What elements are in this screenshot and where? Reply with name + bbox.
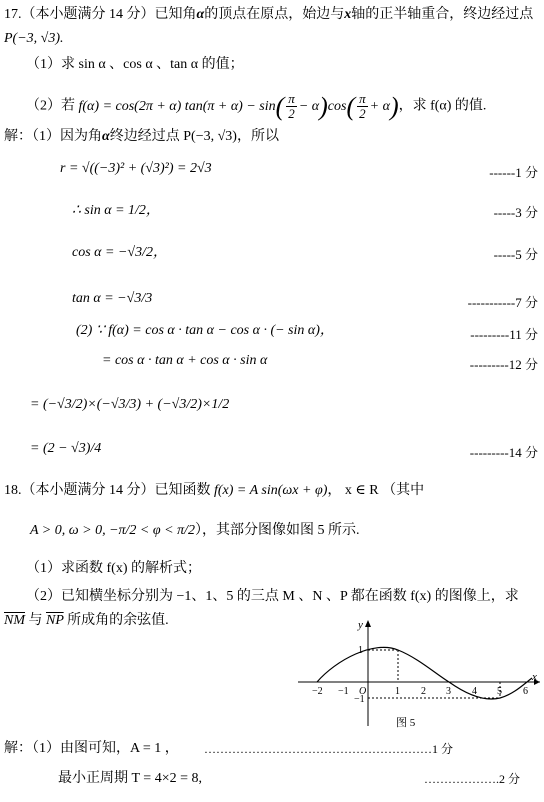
solution-18-dots-1: …………………………………………………1 分: [204, 742, 454, 756]
problem-17-point: P(−3, √3).: [4, 31, 64, 46]
x-tick-3: 3: [446, 686, 451, 697]
tan-equation: tan α = −√3/3: [72, 291, 153, 306]
score-14: ---------14 分: [469, 445, 538, 460]
y-label: y: [358, 619, 363, 631]
product-equation: = (−√3/2)×(−√3/3) + (−√3/2)×1/2: [30, 397, 230, 412]
solution-18-dots-2: ……………….2 分: [424, 772, 521, 786]
q2-expression: f(α) = cos(2π + α) tan(π + α) − sin( $\frac{\pi}{2}$ − α)cos( $\frac{\pi}{2}$ + α): [78, 91, 399, 121]
problem-18-conditions: A > 0, ω > 0, −π/2 < φ < π/2），其部分图像如图 5 所示.: [30, 523, 360, 538]
problem-17-question-1: （1）求 sin α 、cos α 、tan α 的值；: [26, 57, 244, 72]
score-1: ------1 分: [489, 165, 538, 180]
cos-equation: cos α = −√3/2，: [72, 245, 167, 260]
sine-graph: [296, 618, 544, 730]
x-tick-5: 5: [497, 686, 502, 697]
x-label: x: [532, 671, 537, 683]
r-equation: r = √((−3)² + (√3)²) = 2√3: [60, 161, 212, 176]
x-tick-neg2: −2: [312, 686, 323, 697]
problem-18-header: 18.（本小题满分 14 分）已知函数 f(x) = A sin(ωx + φ)， x ∈ R （其中: [4, 483, 425, 498]
y-tick-1: 1: [358, 645, 363, 656]
figure-caption: 图 5: [396, 717, 416, 729]
score-3: -----3 分: [493, 205, 538, 220]
problem-17-header: 17.（本小题满分 14 分）已知角α的顶点在原点，始边与x轴的正半轴重合，终边经过点: [4, 7, 534, 22]
problem-17-question-2: （2）若 f(α) = cos(2π + α) tan(π + α) − sin( $\frac{\pi}{2}$ − α)cos( $\frac{\pi}{2}$ + α)，求 f(α) 的值.: [26, 91, 487, 121]
score-11: ---------11 分: [470, 327, 538, 342]
x-tick-6: 6: [523, 686, 528, 697]
x-tick-1: 1: [395, 686, 400, 697]
solution-17-header: 解：（1）因为角α终边经过点 P(−3, √3)，所以: [4, 129, 279, 144]
score-12: ---------12 分: [469, 357, 538, 372]
score-5: -----5 分: [493, 247, 538, 262]
score-7: -----------7 分: [467, 295, 538, 310]
y-tick-neg1: −1: [354, 694, 365, 705]
problem-18-question-2b: $\overline{NM}$ 与 $\overline{NP}$ 所成角的余弦值.: [4, 613, 169, 628]
problem-18-question-1: （1）求函数 f(x) 的解析式；: [26, 561, 201, 576]
solution-18-line-1: 解：（1）由图可知，A = 1 ，: [4, 741, 179, 756]
x-tick-2: 2: [421, 686, 426, 697]
f-equation-2: = cos α · tan α + cos α · sin α: [102, 353, 268, 368]
origin-label: O: [359, 686, 367, 697]
result-equation: = (2 − √3)/4: [30, 441, 102, 456]
x-tick-4: 4: [472, 686, 477, 697]
f-equation: (2) ∵ f(α) = cos α · tan α − cos α · (− sin α)，: [76, 323, 334, 338]
x-tick-neg1: −1: [338, 686, 349, 697]
sin-equation: ∴ sin α = 1/2，: [72, 203, 160, 218]
problem-18-question-2: （2）已知横坐标分别为 −1、1、5 的三点 M 、N 、P 都在函数 f(x) 的图像上，求: [26, 589, 519, 604]
y-axis-arrow: [365, 620, 371, 627]
solution-18-line-2: 最小正周期 T = 4×2 = 8,: [58, 771, 202, 786]
